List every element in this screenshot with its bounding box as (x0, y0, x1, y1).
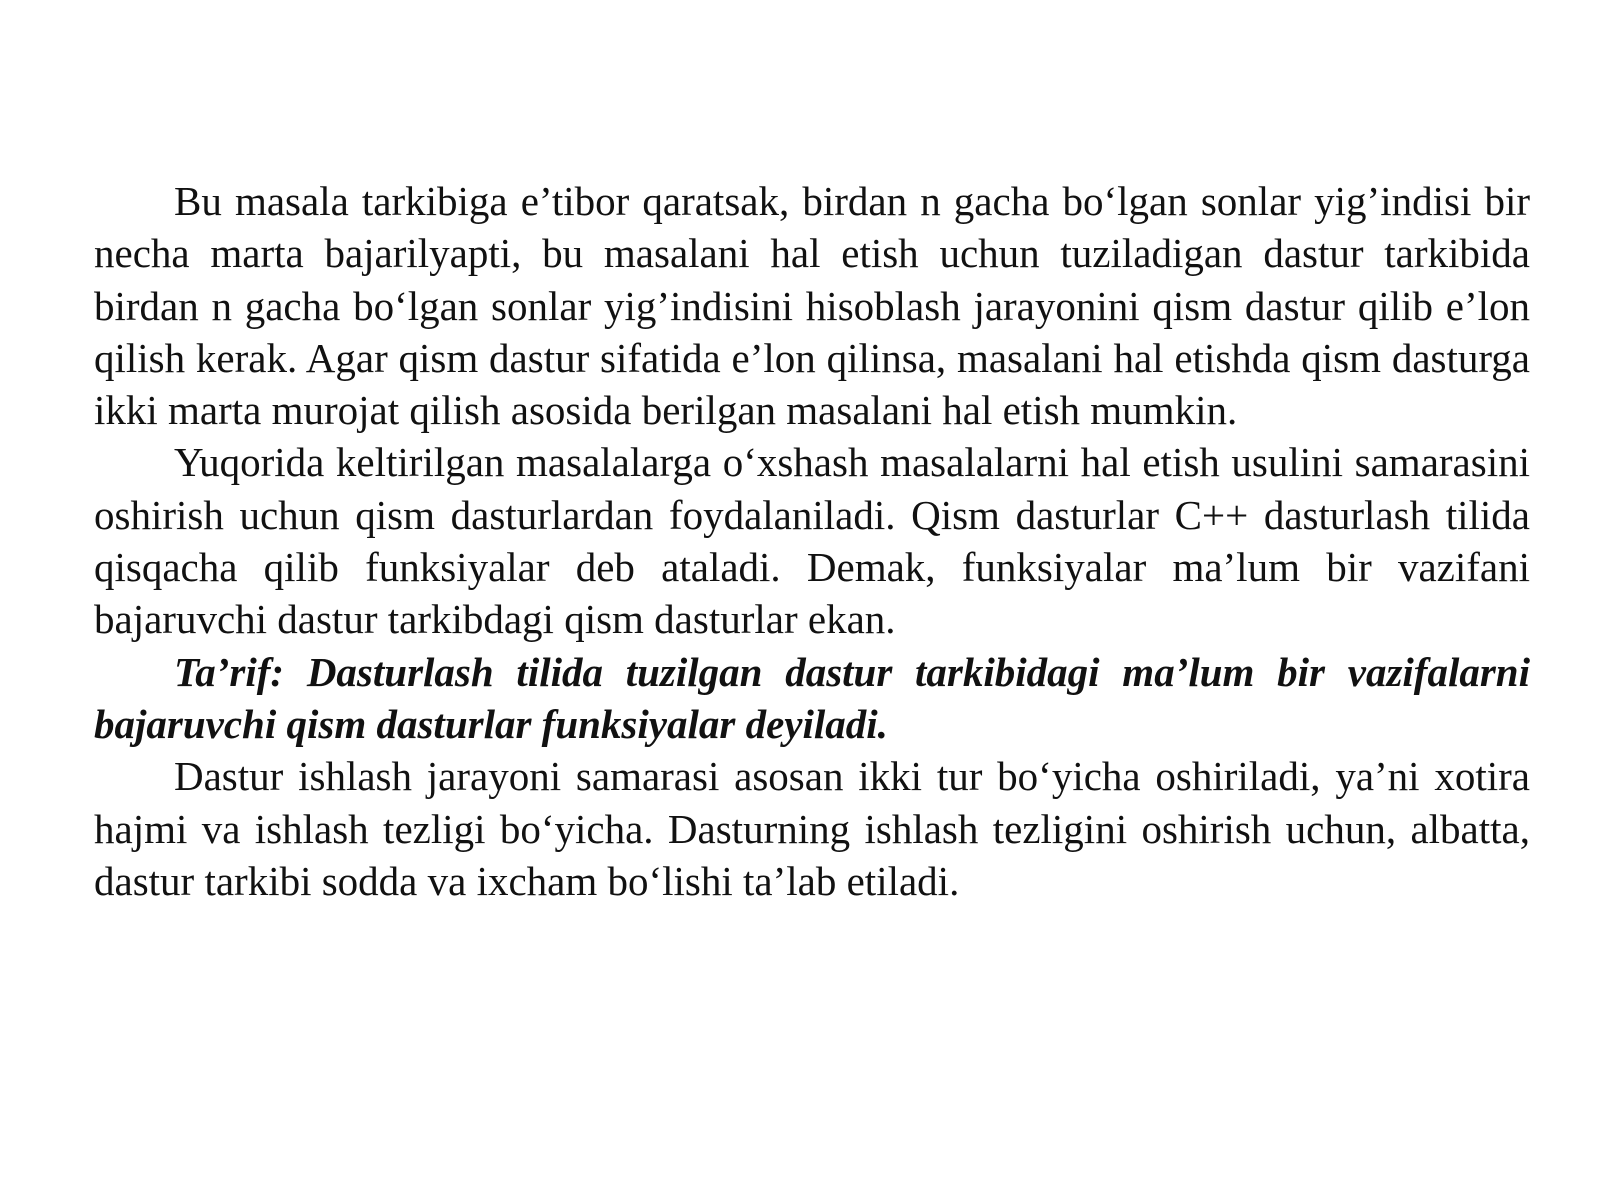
paragraph-efficiency: Dastur ishlash jarayoni samarasi asosan ikki tur bo‘yicha oshiriladi, ya’ni xotira hajmi va ishlash tezligi bo‘yicha. Dasturning ishlash tezligini oshirish uchun, albatta, dastur tarkibi sodda va ixcham bo‘lishi ta’lab etiladi. (94, 753, 1530, 904)
document-body (94, 175, 1530, 907)
paragraph-definition: Ta’rif: Dasturlash tilida tuzilgan dastur tarkibidagi ma’lum bir vazifalarni bajaruvchi qism dasturlar funksiyalar deyiladi. (94, 648, 1530, 747)
paragraph-problem-analysis: Bu masala tarkibiga e’tibor qaratsak, birdan n gacha bo‘lgan sonlar yig’indisi bir necha marta bajarilyapti, bu masalani hal etish uchun tuziladigan dastur tarkibida birdan n gacha bo‘lgan sonlar yig’indisini hisoblash jarayonini qism dastur qilib e’lon qilish kerak. Agar qism dastur sifatida e’lon qilinsa, masalani hal etishda qism dasturga ikki marta murojat qilish asosida berilgan masalani hal etish mumkin. (94, 178, 1530, 434)
paragraph-subprograms: Yuqorida keltirilgan masalalarga o‘xshash masalalarni hal etish usulini samarasini oshirish uchun qism dasturlardan foydalaniladi. Qism dasturlar C++ dasturlash tilida qisqacha qilib funksiyalar deb ataladi. Demak, funksiyalar ma’lum bir vazifani bajaruvchi dastur tarkibdagi qism dasturlar ekan. (94, 439, 1530, 643)
